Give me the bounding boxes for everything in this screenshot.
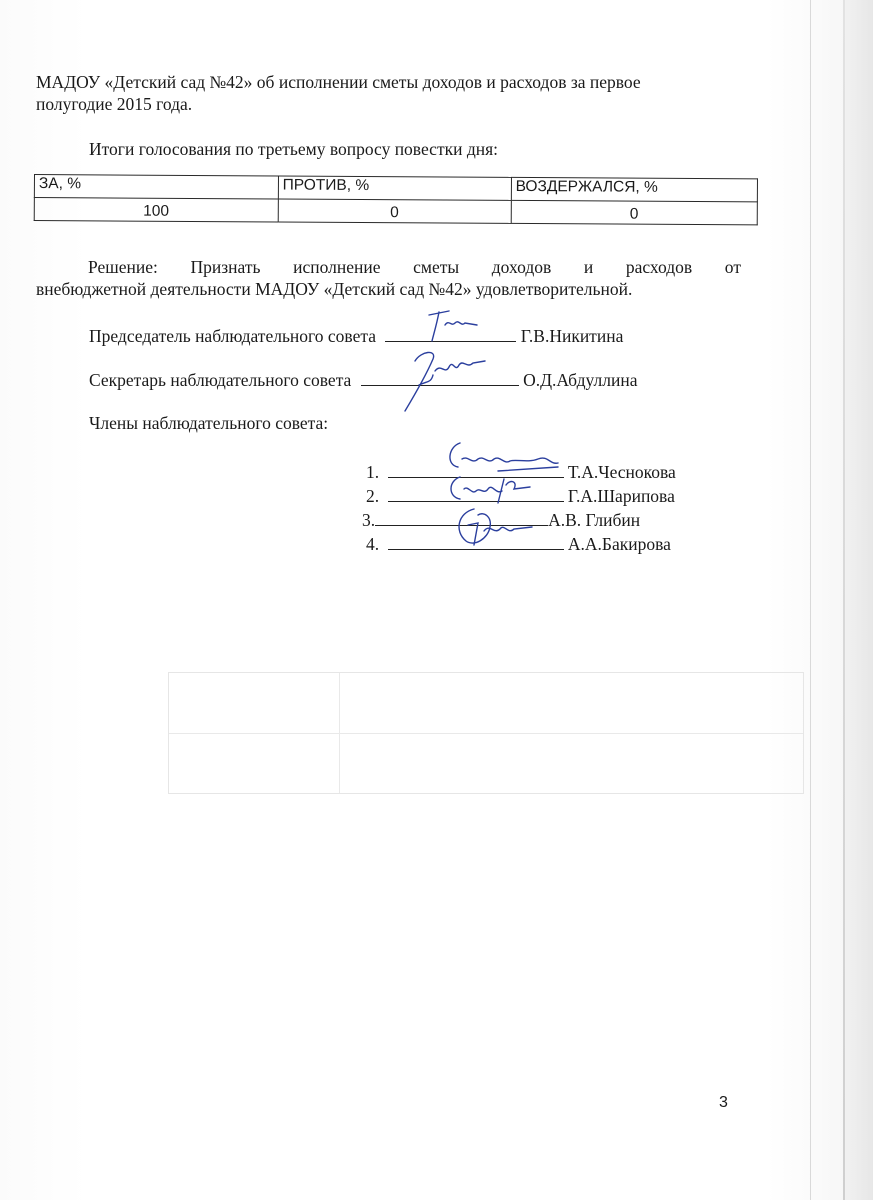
page-edge-shadow (845, 0, 873, 1200)
member-signature-line (388, 535, 564, 550)
decision-word: и (583, 257, 594, 277)
intro-line-2: полугодие 2015 года. (36, 94, 193, 114)
chairman-signature (415, 305, 495, 345)
decision-word: Признать (190, 257, 261, 277)
decision-paragraph (36, 256, 741, 300)
decision-word: расходов (625, 257, 693, 277)
decision-word: исполнение (293, 257, 381, 277)
vote-heading: Итоги голосования по третьему вопросу повестки дня: (89, 139, 499, 159)
member-name: Т.А.Чеснокова (567, 462, 676, 482)
decision-word: сметы (413, 257, 460, 277)
decision-line-2: внебюджетной деятельности МАДОУ «Детский сад №42» удовлетворительной. (36, 279, 633, 299)
secretary-row (89, 369, 638, 391)
decision-word: от (724, 257, 741, 277)
page-edge-line (810, 0, 811, 1200)
value-abstained: 0 (511, 200, 757, 225)
header-against: ПРОТИВ, % (278, 176, 511, 200)
member-4-signature (444, 505, 544, 555)
member-name: А.А.Бакирова (567, 534, 671, 554)
chairman-row (89, 325, 623, 347)
table-values-row (34, 198, 757, 225)
header-abstained: ВОЗДЕРЖАЛСЯ, % (511, 177, 757, 202)
vote-results-table (34, 174, 758, 225)
members-heading: Члены наблюдательного совета: (89, 413, 329, 433)
chairman-signature-line (385, 327, 516, 342)
member-2-signature (440, 473, 550, 507)
member-number: 4. (366, 534, 380, 554)
decision-word: Решение: (88, 257, 158, 277)
member-number: 3. (362, 510, 376, 530)
intro-line-1-text: МАДОУ «Детский сад №42» об исполнении сметы доходов и расходов за первое (36, 72, 641, 92)
member-name: А.В. Глибин (548, 510, 641, 530)
bleed-through-table (168, 672, 804, 794)
value-against: 0 (278, 199, 511, 223)
decision-word: доходов (491, 257, 552, 277)
member-number: 2. (366, 486, 380, 506)
member-row (366, 485, 675, 507)
intro-line-1 (36, 71, 741, 93)
intro-paragraph (36, 71, 741, 115)
member-number: 1. (366, 462, 380, 482)
page-number: 3 (719, 1094, 728, 1111)
chairman-label: Председатель наблюдательного совета (89, 326, 376, 346)
member-signature-line (388, 487, 564, 502)
value-for: 100 (34, 198, 278, 222)
secretary-name: О.Д.Абдуллина (523, 370, 638, 390)
secretary-signature-line (361, 371, 519, 386)
secretary-signature (397, 345, 497, 415)
member-name: Г.А.Шарипова (567, 486, 675, 506)
chairman-name: Г.В.Никитина (520, 326, 624, 346)
header-for: ЗА, % (34, 175, 278, 199)
secretary-label: Секретарь наблюдательного совета (89, 370, 352, 390)
member-row (366, 533, 671, 555)
decision-line-1 (36, 256, 741, 278)
